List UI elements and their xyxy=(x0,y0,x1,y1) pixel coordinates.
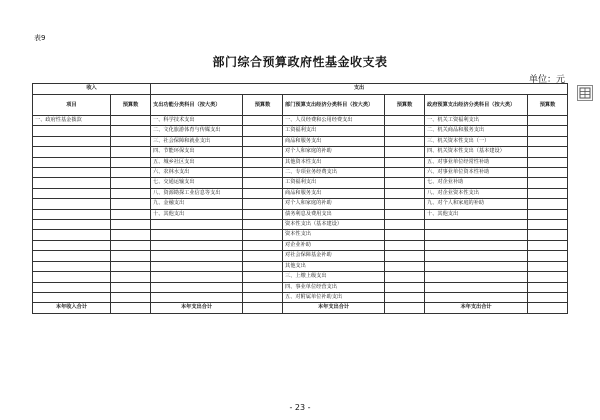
col-budget-income: 预算数 xyxy=(111,95,151,116)
gov-budget-cell xyxy=(528,157,568,167)
dept-budget-cell xyxy=(385,157,425,167)
dept-item-cell: 对个人和家庭的补助 xyxy=(283,147,385,157)
gov-budget-cell xyxy=(528,209,568,219)
col-func-class: 支出功能分类科目（按大类） xyxy=(151,95,243,116)
income-item-cell xyxy=(33,230,111,240)
gov-budget-cell xyxy=(528,220,568,230)
func-budget-cell xyxy=(243,116,283,126)
func-budget-cell xyxy=(243,157,283,167)
gov-item-cell: 八、对企业资本性支出 xyxy=(425,188,528,198)
func-budget-cell xyxy=(243,220,283,230)
gov-item-cell xyxy=(425,272,528,282)
dept-budget-cell xyxy=(385,168,425,178)
dept-item-cell: 资本性支出（基本建设） xyxy=(283,220,385,230)
expense-total-value-gov xyxy=(528,303,568,313)
func-budget-cell xyxy=(243,261,283,271)
gov-item-cell: 三、机关资本性支出（一） xyxy=(425,136,528,146)
income-budget-cell xyxy=(111,126,151,136)
expense-total-label-func: 本年支出合计 xyxy=(151,303,243,313)
income-item-cell xyxy=(33,157,111,167)
income-item-cell xyxy=(33,188,111,198)
dept-budget-cell xyxy=(385,136,425,146)
gov-item-cell: 十、其他支出 xyxy=(425,209,528,219)
income-budget-cell xyxy=(111,230,151,240)
gov-budget-cell xyxy=(528,199,568,209)
expense-total-label-dept: 本年支出合计 xyxy=(283,303,385,313)
func-budget-cell xyxy=(243,292,283,302)
table-row xyxy=(33,292,568,302)
dept-budget-cell xyxy=(385,209,425,219)
dept-item-cell: 二、专项业务经费支出 xyxy=(283,168,385,178)
income-item-cell xyxy=(33,126,111,136)
dept-item-cell: 债务利息及费用支出 xyxy=(283,209,385,219)
dept-item-cell: 五、对附属单位补助支出 xyxy=(283,292,385,302)
gov-item-cell xyxy=(425,261,528,271)
income-item-cell xyxy=(33,251,111,261)
table-row xyxy=(33,261,568,271)
func-budget-cell xyxy=(243,251,283,261)
table-row xyxy=(33,282,568,292)
page-number: - 23 - xyxy=(289,403,311,412)
dept-item-cell: 商品和服务支出 xyxy=(283,136,385,146)
table-row xyxy=(33,199,568,209)
income-budget-cell xyxy=(111,209,151,219)
gov-budget-cell xyxy=(528,188,568,198)
unit-label: 单位：元 xyxy=(528,75,565,85)
func-item-cell: 一、科学技术支出 xyxy=(151,116,243,126)
func-budget-cell xyxy=(243,168,283,178)
table-row xyxy=(33,168,568,178)
dept-item-cell: 商品和服务支出 xyxy=(283,188,385,198)
income-budget-cell xyxy=(111,292,151,302)
col-item: 项目 xyxy=(33,95,111,116)
dept-item-cell: 工资福利支出 xyxy=(283,126,385,136)
func-budget-cell xyxy=(243,136,283,146)
income-item-cell: 一、政府性基金拨款 xyxy=(33,116,111,126)
table-row xyxy=(33,178,568,188)
gov-item-cell xyxy=(425,240,528,250)
dept-item-cell: 三、上缴上级支出 xyxy=(283,272,385,282)
income-item-cell xyxy=(33,147,111,157)
income-item-cell xyxy=(33,272,111,282)
income-item-cell xyxy=(33,220,111,230)
income-budget-cell xyxy=(111,188,151,198)
dept-budget-cell xyxy=(385,272,425,282)
table-row xyxy=(33,147,568,157)
income-item-cell xyxy=(33,136,111,146)
expense-total-value-dept xyxy=(385,303,425,313)
col-budget-gov: 预算数 xyxy=(528,95,568,116)
dept-item-cell: 一、人员经费和公用经费支出 xyxy=(283,116,385,126)
dept-budget-cell xyxy=(385,261,425,271)
header-row-columns xyxy=(33,95,568,116)
table-row xyxy=(33,240,568,250)
income-budget-cell xyxy=(111,147,151,157)
income-total-label: 本年收入合计 xyxy=(33,303,111,313)
func-item-cell: 七、交通运输支出 xyxy=(151,178,243,188)
func-budget-cell xyxy=(243,282,283,292)
func-budget-cell xyxy=(243,147,283,157)
gov-budget-cell xyxy=(528,261,568,271)
func-item-cell xyxy=(151,220,243,230)
income-budget-cell xyxy=(111,282,151,292)
table-row xyxy=(33,157,568,167)
func-budget-cell xyxy=(243,230,283,240)
income-item-cell xyxy=(33,292,111,302)
gov-budget-cell xyxy=(528,282,568,292)
gov-budget-cell xyxy=(528,230,568,240)
expense-total-value-func xyxy=(243,303,283,313)
table-row xyxy=(33,272,568,282)
func-item-cell: 四、节能环保支出 xyxy=(151,147,243,157)
income-item-cell xyxy=(33,178,111,188)
income-item-cell xyxy=(33,282,111,292)
table-row xyxy=(33,188,568,198)
func-budget-cell xyxy=(243,199,283,209)
gov-item-cell xyxy=(425,251,528,261)
income-item-cell xyxy=(33,240,111,250)
dept-item-cell: 对个人和家庭的补助 xyxy=(283,199,385,209)
dept-item-cell: 四、事业单位经营支出 xyxy=(283,282,385,292)
gov-budget-cell xyxy=(528,147,568,157)
dept-budget-cell xyxy=(385,292,425,302)
func-item-cell xyxy=(151,282,243,292)
income-budget-cell xyxy=(111,157,151,167)
income-budget-cell xyxy=(111,240,151,250)
dept-budget-cell xyxy=(385,251,425,261)
income-budget-cell xyxy=(111,272,151,282)
func-item-cell: 三、社会保障和就业支出 xyxy=(151,136,243,146)
dept-item-cell: 其他支出 xyxy=(283,261,385,271)
gov-item-cell: 一、机关工资福利支出 xyxy=(425,116,528,126)
gov-item-cell: 四、机关资本性支出（基本建设） xyxy=(425,147,528,157)
func-budget-cell xyxy=(243,126,283,136)
func-budget-cell xyxy=(243,209,283,219)
table-row xyxy=(33,126,568,136)
gov-item-cell: 七、对企业补助 xyxy=(425,178,528,188)
gov-item-cell xyxy=(425,282,528,292)
income-budget-cell xyxy=(111,168,151,178)
func-item-cell: 六、农林水支出 xyxy=(151,168,243,178)
func-item-cell: 八、资源勘探工业信息等支出 xyxy=(151,188,243,198)
gov-item-cell xyxy=(425,230,528,240)
table-row xyxy=(33,230,568,240)
dept-item-cell: 工资福利支出 xyxy=(283,178,385,188)
income-item-cell xyxy=(33,209,111,219)
table-row xyxy=(33,220,568,230)
dept-budget-cell xyxy=(385,282,425,292)
table-tag: 表9 xyxy=(34,34,46,42)
dept-budget-cell xyxy=(385,178,425,188)
col-budget-dept: 预算数 xyxy=(385,95,425,116)
grid-icon[interactable] xyxy=(577,85,593,101)
dept-item-cell: 对企业补助 xyxy=(283,240,385,250)
table-row xyxy=(33,116,568,126)
page-title: 部门综合预算政府性基金收支表 xyxy=(212,55,388,69)
col-gov-econ-class: 政府预算支出经济分类科目（按大类） xyxy=(425,95,528,116)
budget-table xyxy=(32,83,568,314)
func-item-cell xyxy=(151,230,243,240)
income-item-cell xyxy=(33,168,111,178)
dept-budget-cell xyxy=(385,147,425,157)
gov-item-cell xyxy=(425,292,528,302)
func-budget-cell xyxy=(243,188,283,198)
dept-budget-cell xyxy=(385,126,425,136)
func-item-cell: 九、金融支出 xyxy=(151,199,243,209)
dept-budget-cell xyxy=(385,199,425,209)
table-row xyxy=(33,209,568,219)
func-budget-cell xyxy=(243,272,283,282)
dept-item-cell: 其他资本性支出 xyxy=(283,157,385,167)
income-item-cell xyxy=(33,261,111,271)
income-header: 收入 xyxy=(33,84,151,95)
gov-budget-cell xyxy=(528,116,568,126)
func-item-cell xyxy=(151,292,243,302)
func-item-cell: 五、城乡社区支出 xyxy=(151,157,243,167)
func-item-cell xyxy=(151,240,243,250)
gov-item-cell xyxy=(425,220,528,230)
income-budget-cell xyxy=(111,199,151,209)
dept-budget-cell xyxy=(385,240,425,250)
func-item-cell: 十、其他支出 xyxy=(151,209,243,219)
income-budget-cell xyxy=(111,136,151,146)
gov-budget-cell xyxy=(528,240,568,250)
gov-budget-cell xyxy=(528,168,568,178)
dept-item-cell: 对社会保障基金补助 xyxy=(283,251,385,261)
gov-item-cell: 二、机关商品和服务支出 xyxy=(425,126,528,136)
gov-item-cell: 六、对事业单位资本性补助 xyxy=(425,168,528,178)
func-budget-cell xyxy=(243,240,283,250)
income-budget-cell xyxy=(111,261,151,271)
income-item-cell xyxy=(33,199,111,209)
dept-budget-cell xyxy=(385,230,425,240)
gov-budget-cell xyxy=(528,126,568,136)
func-item-cell xyxy=(151,251,243,261)
dept-budget-cell xyxy=(385,220,425,230)
totals-row xyxy=(33,303,568,313)
func-item-cell xyxy=(151,272,243,282)
func-budget-cell xyxy=(243,178,283,188)
dept-item-cell: 资本性支出 xyxy=(283,230,385,240)
dept-budget-cell xyxy=(385,116,425,126)
expense-header: 支出 xyxy=(151,84,568,95)
table-row xyxy=(33,251,568,261)
income-budget-cell xyxy=(111,220,151,230)
col-dept-econ-class: 部门预算支出经济分类科目（按大类） xyxy=(283,95,385,116)
func-item-cell xyxy=(151,261,243,271)
income-budget-cell xyxy=(111,116,151,126)
gov-budget-cell xyxy=(528,178,568,188)
gov-budget-cell xyxy=(528,292,568,302)
gov-budget-cell xyxy=(528,272,568,282)
gov-item-cell: 五、对事业单位经常性补助 xyxy=(425,157,528,167)
expense-total-label-gov: 本年支出合计 xyxy=(425,303,528,313)
gov-budget-cell xyxy=(528,251,568,261)
gov-item-cell: 九、对个人和家庭的补助 xyxy=(425,199,528,209)
dept-budget-cell xyxy=(385,188,425,198)
header-row-sections xyxy=(33,84,568,95)
income-total-value xyxy=(111,303,151,313)
income-budget-cell xyxy=(111,178,151,188)
gov-budget-cell xyxy=(528,136,568,146)
grid-icon-glyph xyxy=(578,86,592,100)
table-row xyxy=(33,136,568,146)
func-item-cell: 二、文化旅游体育与传媒支出 xyxy=(151,126,243,136)
col-budget-func: 预算数 xyxy=(243,95,283,116)
income-budget-cell xyxy=(111,251,151,261)
